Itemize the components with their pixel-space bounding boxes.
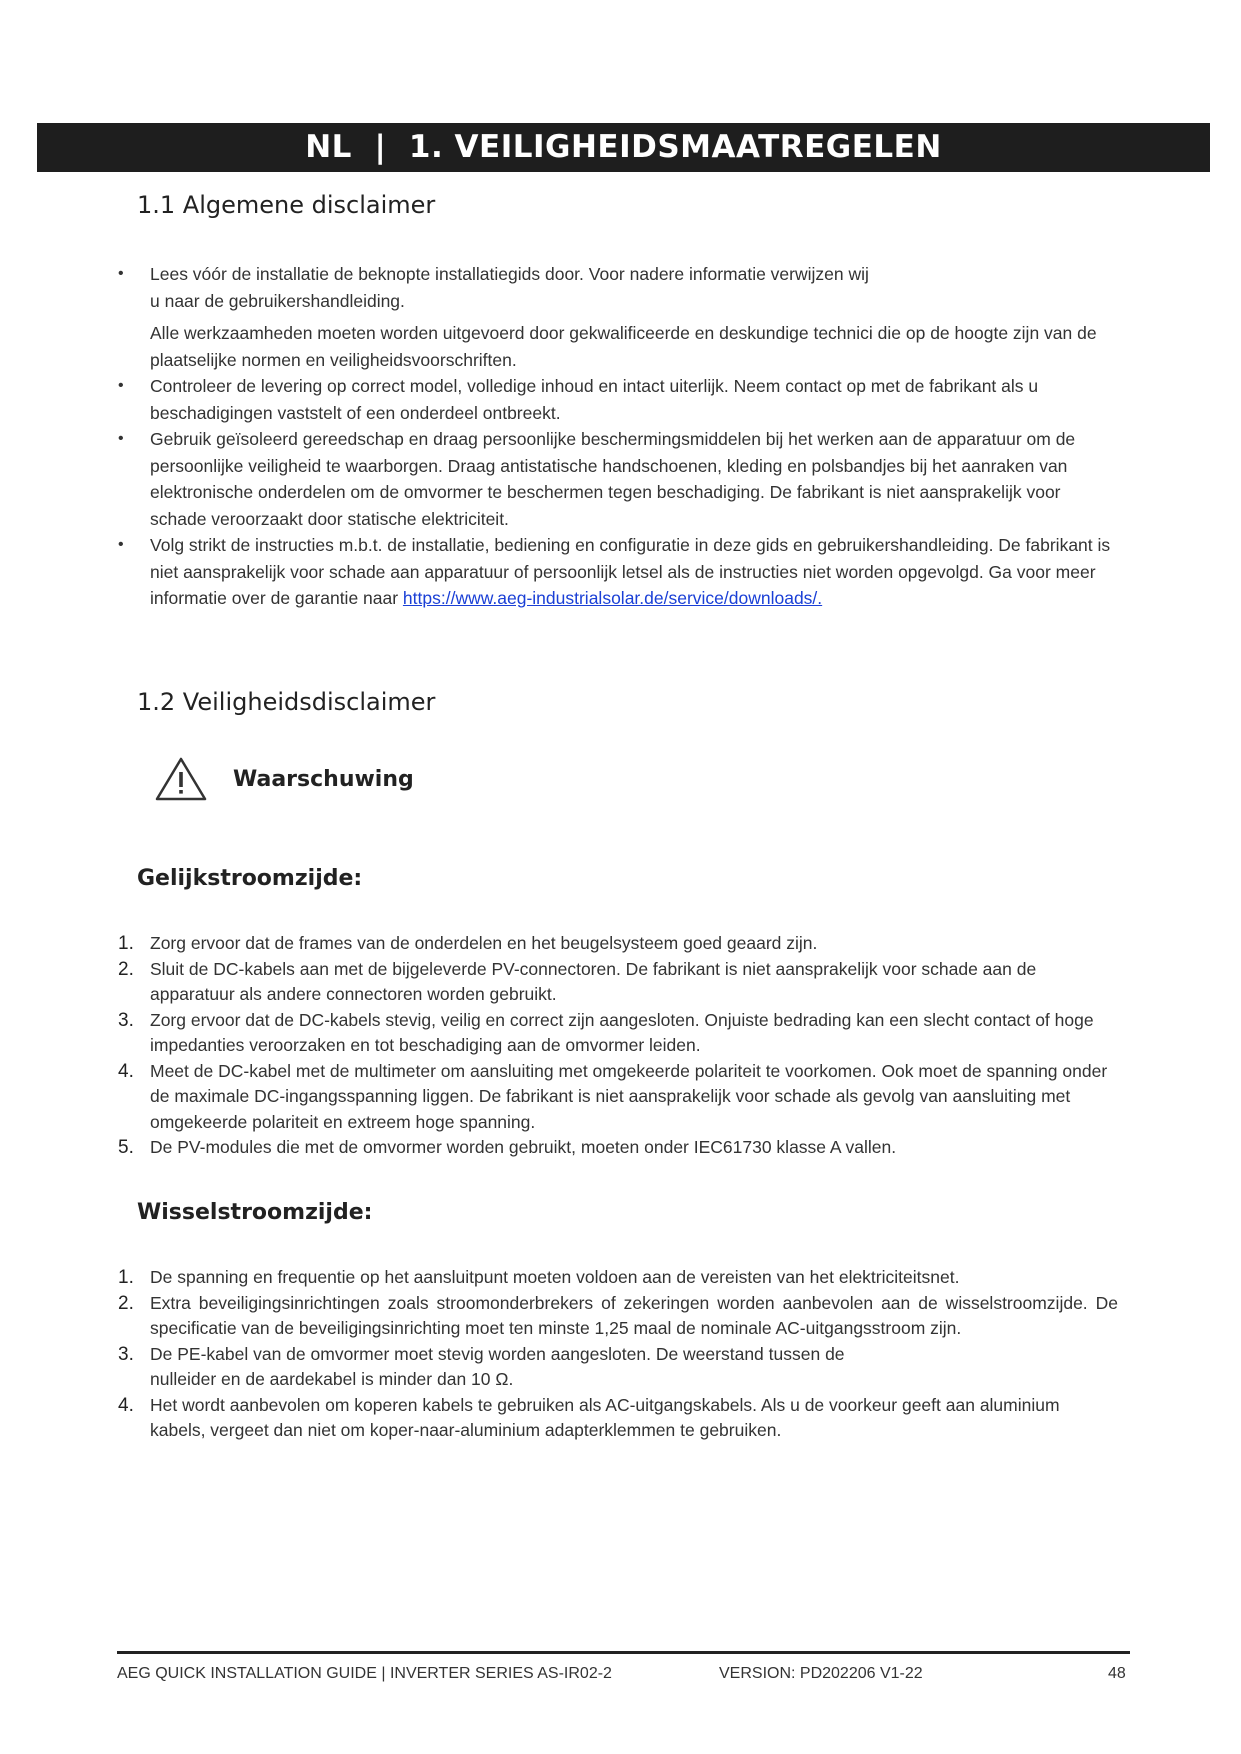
footer-page-number: 48: [1108, 1665, 1126, 1682]
list-number: 4.: [118, 1060, 134, 1082]
list-number: 4.: [118, 1394, 134, 1416]
list-number: 3.: [118, 1009, 134, 1031]
bullet-paragraph: [150, 532, 1118, 612]
warning-callout: [155, 754, 414, 804]
bullet-paragraph: Lees vóór de installatie de beknopte installatiegids door. Voor nadere informatie verwijzen wij u naar de gebruikershandleiding.: [150, 264, 869, 311]
list-item: [118, 1135, 1118, 1161]
list-number: 3.: [118, 1343, 134, 1365]
ac-side-list: [118, 1265, 1118, 1444]
section-title-general-disclaimer: 1.1 Algemene disclaimer: [137, 191, 436, 219]
bullet-icon: •: [118, 377, 124, 394]
list-item-text: De spanning en frequentie op het aansluitpunt moeten voldoen aan de vereisten van het elektriciteitsnet.: [150, 1267, 960, 1287]
bullet-icon: •: [118, 265, 124, 282]
list-item: [118, 261, 1118, 373]
list-item: [118, 532, 1118, 612]
list-item: [118, 426, 1118, 532]
list-number: 1.: [118, 1267, 134, 1288]
footer-version: VERSION: PD202206 V1-22: [719, 1665, 923, 1682]
dc-side-list: [118, 931, 1118, 1161]
list-item: [118, 1059, 1118, 1136]
bullet-icon: •: [118, 536, 124, 553]
list-item: [118, 931, 1118, 957]
ac-side-title: Wisselstroomzijde:: [137, 1200, 373, 1225]
bullet-paragraph: Gebruik geïsoleerd gereedschap en draag persoonlijke beschermingsmiddelen bij het werken aan de apparatuur om de persoonlijke veiligheid te waarborgen. Draag antistatische handschoenen, kleding en polsbandjes bij het aanraken van elektronische onderdelen om de omvormer te beschermen tegen beschadiging. De fabrikant is niet aansprakelijk voor schade veroorzaakt door statische elektriciteit.: [150, 429, 1076, 529]
list-number: 2.: [118, 1292, 134, 1314]
list-number: 2.: [118, 958, 134, 980]
warning-triangle-icon: [155, 756, 207, 802]
list-item-text: Extra beveiligingsinrichtingen zoals stroomonderbrekers of zekeringen worden aanbevolen aan de wisselstroomzijde. De specificatie van de beveiligingsinrichting moet ten minste 1,25 maal de nominale AC-uitgangsstroom zijn.: [150, 1292, 1118, 1338]
bullet-text: Volg strikt de instructies m.b.t. de installatie, bediening en configuratie in deze gids en gebruikershandleiding. De fabrikant is niet aansprakelijk voor schade aan apparatuur of persoonlijk letsel als de instructies niet worden opgevolgd. Ga voor meer informatie over de garantie naar: [150, 535, 1111, 608]
list-item-text: De PV-modules die met de omvormer worden gebruikt, moeten onder IEC61730 klasse A vallen.: [150, 1137, 897, 1157]
bullet-icon: •: [118, 430, 124, 447]
warranty-downloads-link[interactable]: https://www.aeg-industrialsolar.de/service/downloads/.: [402, 588, 823, 608]
list-item-text: Zorg ervoor dat de frames van de onderdelen en het beugelsysteem goed geaard zijn.: [150, 933, 818, 953]
footer-guide-title: AEG QUICK INSTALLATION GUIDE | INVERTER SERIES AS-IR02-2: [117, 1665, 612, 1682]
warning-label: Waarschuwing: [233, 766, 414, 792]
list-item: [118, 373, 1118, 426]
list-item: [118, 1265, 1118, 1291]
list-item: [118, 1008, 1118, 1059]
section-title-safety-disclaimer: 1.2 Veiligheidsdisclaimer: [137, 688, 436, 716]
page-header-title: NL | 1. VEILIGHEIDSMAATREGELEN: [305, 129, 942, 165]
bullet-paragraph: Alle werkzaamheden moeten worden uitgevoerd door gekwalificeerde en deskundige technici die op de hoogte zijn van de plaatselijke normen en veiligheidsvoorschriften.: [150, 323, 1097, 370]
list-item-text: Het wordt aanbevolen om koperen kabels te gebruiken als AC-uitgangskabels. Als u de voorkeur geeft aan aluminium kabels, vergeet dan niet om koper-naar-aluminium adapterklemmen te gebruiken.: [150, 1394, 1060, 1440]
list-item: [118, 1393, 1118, 1444]
list-item: [118, 1291, 1118, 1342]
list-item: [118, 957, 1118, 1008]
dc-side-title: Gelijkstroomzijde:: [137, 866, 363, 891]
page-header-bar: [37, 123, 1210, 172]
list-item: [118, 1342, 1118, 1393]
list-item-text: Meet de DC-kabel met de multimeter om aansluiting met omgekeerde polariteit te voorkomen. Ook moet de spanning onder de maximale DC-ingangsspanning liggen. De fabrikant is niet aansprakelijk voor schade als gevolg van aansluiting met omgekeerde polariteit en extreem hoge spanning.: [150, 1060, 1108, 1132]
bullet-paragraph: Controleer de levering op correct model, volledige inhoud en intact uiterlijk. Neem contact op met de fabrikant als u beschadigingen vaststelt of een onderdeel ontbreekt.: [150, 376, 1039, 423]
general-disclaimer-list: [118, 261, 1118, 612]
list-number: 5.: [118, 1137, 134, 1158]
list-number: 1.: [118, 933, 134, 954]
footer-divider: [117, 1651, 1130, 1654]
list-item-text: Sluit de DC-kabels aan met de bijgeleverde PV-connectoren. De fabrikant is niet aansprakelijk voor schade aan de apparatuur als andere connectoren worden gebruikt.: [150, 958, 1037, 1004]
list-item-text: Zorg ervoor dat de DC-kabels stevig, veilig en correct zijn aangesloten. Onjuiste bedrading kan een slecht contact of hoge impedanties veroorzaken en tot beschadiging aan de omvormer leiden.: [150, 1009, 1094, 1055]
list-item-text: De PE-kabel van de omvormer moet stevig worden aangesloten. De weerstand tussen de nulleider en de aardekabel is minder dan 10 Ω.: [150, 1343, 845, 1389]
